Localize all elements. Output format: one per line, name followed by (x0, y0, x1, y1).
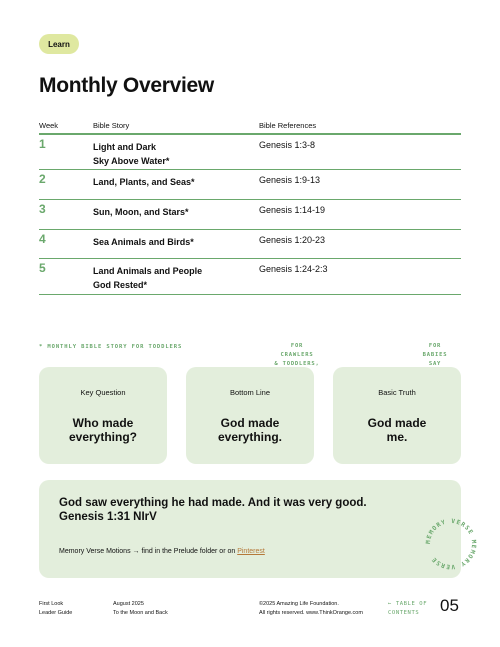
age-tag-line: & TODDLERS, (274, 361, 320, 367)
bible-reference: Genesis 1:14-19 (259, 205, 326, 215)
card-statement (333, 416, 461, 444)
week-number: 3 (39, 202, 46, 216)
bible-story (93, 235, 194, 249)
footer-line: All rights reserved. www.ThinkOrange.com (259, 610, 363, 616)
key-question-card (39, 367, 167, 464)
toc-line: CONTENTS (388, 610, 420, 616)
header-week: Week (39, 121, 59, 130)
bible-reference: Genesis 1:24-2:3 (259, 264, 328, 274)
card-label: Key Question (80, 388, 126, 397)
statement-line: Who made (72, 416, 134, 430)
bible-reference: Genesis 1:20-23 (259, 235, 326, 245)
toc-line: ← TABLE OF (388, 601, 428, 607)
header-bible-story: Bible Story (93, 121, 130, 130)
age-tag-line: FOR (428, 343, 442, 349)
story-line: Sea Animals and Birds* (93, 237, 194, 247)
footer-line: August 2025 (113, 601, 144, 607)
footer-line: ©2025 Amazing Life Foundation. (259, 601, 339, 607)
toddlers-footnote: * MONTHLY BIBLE STORY FOR TODDLERS (39, 344, 183, 350)
statement-line: everything. (217, 430, 283, 444)
svg-text:MEMORY VERSE MEMORY VERSE (425, 518, 477, 570)
learn-badge: Learn (39, 34, 79, 54)
story-line: Light and Dark (93, 142, 157, 152)
table-row (39, 232, 461, 259)
statement-line: everything? (68, 430, 137, 444)
stamp-text: MEMORY VERSE MEMORY VERSE (424, 517, 478, 571)
footer-series (113, 600, 168, 618)
story-line: God Rested* (93, 280, 148, 290)
week-number: 1 (39, 137, 46, 151)
table-row (39, 172, 461, 200)
age-tag-line: BABIES (422, 352, 448, 358)
story-line: Land Animals and People (93, 266, 203, 276)
story-line: Land, Plants, and Seas* (93, 177, 195, 187)
footer-line: To the Moon and Back (113, 610, 168, 616)
footer-line: Leader Guide (39, 610, 73, 616)
memory-verse-stamp-icon (423, 516, 479, 572)
statement-line: me. (386, 430, 408, 444)
week-number: 5 (39, 261, 46, 275)
bible-story (93, 140, 169, 168)
week-number: 4 (39, 232, 46, 246)
bottom-line-card (186, 367, 314, 464)
statement-line: God made (367, 416, 427, 430)
pinterest-link[interactable]: Pinterest (237, 548, 265, 555)
motions-text: Memory Verse Motions → find in the Prelude folder or on (59, 548, 238, 555)
bible-story (93, 175, 195, 189)
card-label: Basic Truth (378, 388, 416, 397)
story-line: Sun, Moon, and Stars* (93, 207, 189, 217)
table-row (39, 137, 461, 170)
week-number: 2 (39, 172, 46, 186)
memory-verse-text (59, 496, 367, 524)
footer-line: First Look (39, 601, 64, 607)
verse-line: God saw everything he had made. And it was very good. (59, 497, 367, 509)
statement-line: God made (220, 416, 280, 430)
memory-verse-motions (59, 548, 265, 555)
table-row (39, 261, 461, 295)
bible-story (93, 205, 189, 219)
card-label: Bottom Line (229, 388, 271, 397)
footer-guide (39, 600, 72, 618)
bible-reference: Genesis 1:3-8 (259, 140, 316, 150)
age-tag-line: FOR (290, 343, 304, 349)
bible-story (93, 264, 202, 292)
page-number: 05 (440, 596, 459, 615)
verse-reference: Genesis 1:31 NIrV (59, 511, 157, 523)
age-tag-line: SAY (428, 361, 442, 367)
bible-reference: Genesis 1:9-13 (259, 175, 321, 185)
page-title: Monthly Overview (39, 74, 214, 97)
memory-verse-box (39, 480, 478, 578)
age-tag-line: CRAWLERS (280, 352, 314, 358)
header-bible-references: Bible References (259, 121, 317, 130)
table-row (39, 202, 461, 230)
story-line: Sky Above Water* (93, 156, 170, 166)
card-statement (39, 416, 167, 444)
table-header (39, 120, 461, 135)
basic-truth-card (333, 367, 461, 464)
card-statement (186, 416, 314, 444)
table-of-contents-link[interactable] (388, 600, 427, 618)
footer-copyright (259, 600, 363, 618)
